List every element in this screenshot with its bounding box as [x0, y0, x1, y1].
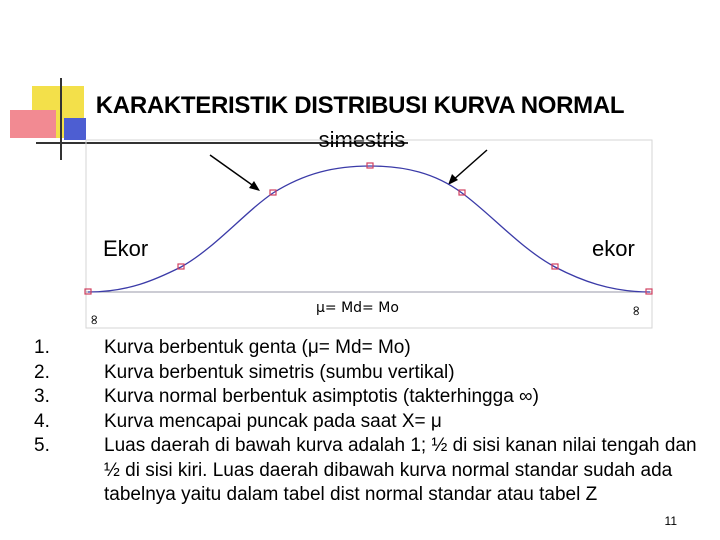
list-item	[34, 434, 714, 508]
list-text: Kurva normal berbentuk asimptotis (takterhingga ∞)	[104, 386, 539, 407]
list-number: 3.	[34, 386, 50, 407]
list-number: 1.	[34, 337, 50, 358]
list-text: Kurva mencapai puncak pada saat X= μ	[104, 410, 442, 432]
list-text: Luas daerah di bawah kurva adalah 1; ½ di sisi kanan nilai tengah dan ½ di sisi kiri. Luas daerah dibawah kurva normal standar sudah ada tabelnya yaitu dalam tabel dist normal standar atau tabel Z	[104, 435, 697, 505]
list-text: Kurva berbentuk simetris (sumbu vertikal)	[104, 361, 455, 383]
right-arrow	[452, 150, 487, 181]
list-item	[34, 410, 714, 435]
normal-curve	[88, 166, 650, 292]
center-label: μ= Md= Mo	[316, 300, 399, 316]
left-infinity: ∞	[86, 314, 102, 326]
characteristics-list	[34, 336, 714, 508]
right-tail-label: ekor	[592, 236, 635, 261]
list-number: 4.	[34, 410, 50, 432]
list-item	[34, 385, 714, 410]
list-item	[34, 361, 714, 386]
right-arrow-head	[448, 174, 458, 185]
slide-subtitle: simestris	[318, 127, 406, 152]
slide-title: KARAKTERISTIK DISTRIBUSI KURVA NORMAL	[95, 92, 625, 119]
list-item	[34, 336, 714, 361]
list-number: 2.	[34, 361, 50, 383]
list-number: 5.	[34, 435, 50, 456]
left-tail-label: Ekor	[103, 236, 149, 261]
page-number: 11	[664, 514, 677, 528]
left-arrow	[210, 155, 255, 187]
right-infinity: ∞	[628, 305, 644, 317]
list-text: Kurva berbentuk genta (μ= Md= Mo)	[104, 337, 411, 358]
left-arrow-head	[249, 181, 260, 191]
